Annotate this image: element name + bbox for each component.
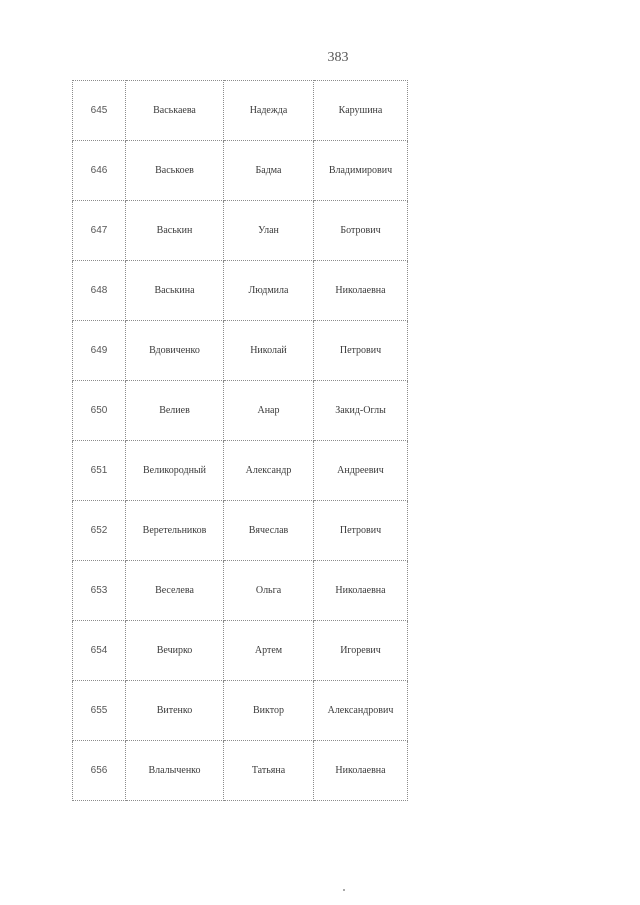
surname-cell: Вдовиченко: [126, 321, 224, 381]
row-number-cell: 652: [73, 501, 126, 561]
table-row: [73, 321, 408, 381]
row-number-cell: 649: [73, 321, 126, 381]
first-name-cell: Вячеслав: [224, 501, 314, 561]
first-name-cell: Виктор: [224, 681, 314, 741]
surname-cell: Витенко: [126, 681, 224, 741]
surname-cell: Великородный: [126, 441, 224, 501]
row-number-cell: 655: [73, 681, 126, 741]
table-row: [73, 621, 408, 681]
patronymic-cell: Игоревич: [314, 621, 408, 681]
row-number-cell: 653: [73, 561, 126, 621]
surname-cell: Вечирко: [126, 621, 224, 681]
table-row: [73, 561, 408, 621]
roster-table-body: [73, 81, 408, 801]
row-number-cell: 646: [73, 141, 126, 201]
first-name-cell: Татьяна: [224, 741, 314, 801]
first-name-cell: Ольга: [224, 561, 314, 621]
table-row: [73, 81, 408, 141]
table-row: [73, 501, 408, 561]
first-name-cell: Артем: [224, 621, 314, 681]
surname-cell: Веселева: [126, 561, 224, 621]
first-name-cell: Николай: [224, 321, 314, 381]
scan-dot: [343, 889, 345, 891]
page-number: 383: [327, 50, 349, 65]
row-number-cell: 645: [73, 81, 126, 141]
patronymic-cell: Андреевич: [314, 441, 408, 501]
first-name-cell: Улан: [224, 201, 314, 261]
patronymic-cell: Николаевна: [314, 741, 408, 801]
row-number-cell: 648: [73, 261, 126, 321]
patronymic-cell: Николаевна: [314, 261, 408, 321]
first-name-cell: Людмила: [224, 261, 314, 321]
row-number-cell: 651: [73, 441, 126, 501]
surname-cell: Васькаева: [126, 81, 224, 141]
first-name-cell: Бадма: [224, 141, 314, 201]
patronymic-cell: Петрович: [314, 501, 408, 561]
first-name-cell: Александр: [224, 441, 314, 501]
patronymic-cell: Закид-Оглы: [314, 381, 408, 441]
row-number-cell: 654: [73, 621, 126, 681]
table-row: [73, 201, 408, 261]
patronymic-cell: Николаевна: [314, 561, 408, 621]
surname-cell: Влалыченко: [126, 741, 224, 801]
table-row: [73, 681, 408, 741]
row-number-cell: 656: [73, 741, 126, 801]
row-number-cell: 647: [73, 201, 126, 261]
first-name-cell: Надежда: [224, 81, 314, 141]
table-row: [73, 741, 408, 801]
table-row: [73, 261, 408, 321]
surname-cell: Васькин: [126, 201, 224, 261]
patronymic-cell: Ботрович: [314, 201, 408, 261]
table-row: [73, 381, 408, 441]
patronymic-cell: Александрович: [314, 681, 408, 741]
surname-cell: Веретельников: [126, 501, 224, 561]
roster-table: [72, 80, 408, 801]
surname-cell: Васькина: [126, 261, 224, 321]
surname-cell: Васькоев: [126, 141, 224, 201]
surname-cell: Велиев: [126, 381, 224, 441]
row-number-cell: 650: [73, 381, 126, 441]
table-row: [73, 441, 408, 501]
table-row: [73, 141, 408, 201]
patronymic-cell: Карушина: [314, 81, 408, 141]
patronymic-cell: Владимирович: [314, 141, 408, 201]
first-name-cell: Анар: [224, 381, 314, 441]
patronymic-cell: Петрович: [314, 321, 408, 381]
